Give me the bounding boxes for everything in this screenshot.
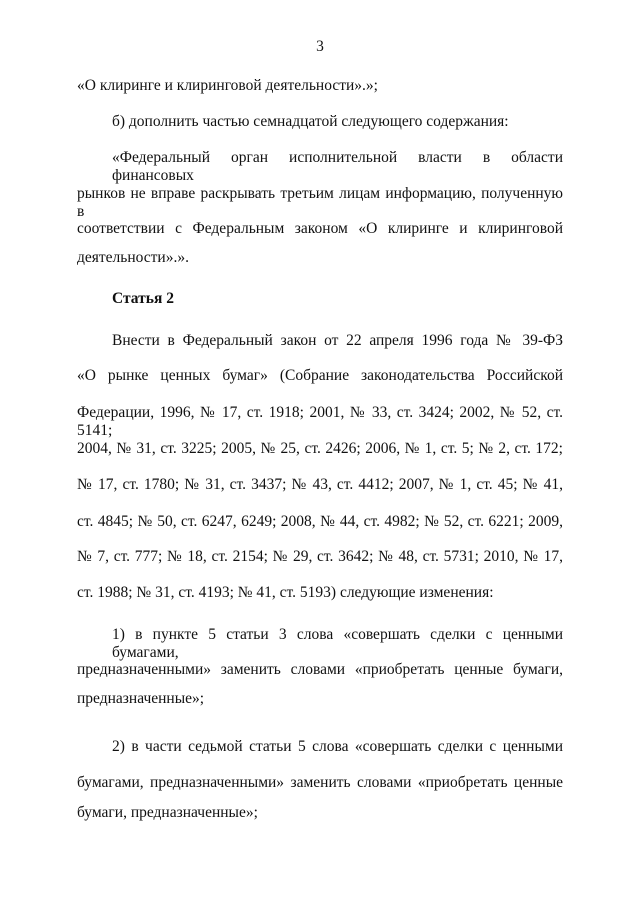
text-line: предназначенными» заменить словами «приобретать ценные бумаги,	[77, 661, 563, 678]
text-line: бумаги, предназначенные»;	[77, 804, 258, 821]
text-line: «О клиринге и клиринговой деятельности».»;	[77, 77, 378, 94]
text-line: предназначенные»;	[77, 690, 205, 707]
text-line: Внести в Федеральный закон от 22 апреля 1996 года № 39-ФЗ	[112, 332, 563, 349]
text-line: соответствии с Федеральным законом «О клиринге и клиринговой	[77, 220, 563, 237]
text-line: «Федеральный орган исполнительной власти в области финансовых	[112, 149, 563, 184]
text-line: 1) в пункте 5 статьи 3 слова «совершать сделки с ценными бумагами,	[112, 626, 563, 661]
text-line: № 17, ст. 1780; № 31, ст. 3437; № 43, ст. 4412; 2007, № 1, ст. 45; № 41,	[77, 476, 563, 493]
text-line: ст. 1988; № 31, ст. 4193; № 41, ст. 5193) следующие изменения:	[77, 584, 494, 601]
text-line: рынков не вправе раскрывать третьим лицам информацию, полученную в	[77, 185, 563, 220]
text-line: бумагами, предназначенными» заменить словами «приобретать ценные	[77, 774, 563, 791]
text-line: Федерации, 1996, № 17, ст. 1918; 2001, № 33, ст. 3424; 2002, № 52, ст. 5141;	[77, 404, 563, 439]
text-line: б) дополнить частью семнадцатой следующего содержания:	[112, 113, 509, 130]
text-line: 2004, № 31, ст. 3225; 2005, № 25, ст. 2426; 2006, № 1, ст. 5; № 2, ст. 172;	[77, 440, 563, 457]
article-heading: Статья 2	[112, 290, 174, 307]
text-line: 2) в части седьмой статьи 5 слова «совершать сделки с ценными	[112, 738, 563, 755]
text-line: деятельности».».	[77, 249, 189, 266]
page-number: 3	[316, 38, 324, 55]
text-line: № 7, ст. 777; № 18, ст. 2154; № 29, ст. 3642; № 48, ст. 5731; 2010, № 17,	[77, 548, 563, 565]
text-line: «О рынке ценных бумаг» (Собрание законодательства Российской	[77, 367, 563, 384]
text-line: ст. 4845; № 50, ст. 6247, 6249; 2008, № 44, ст. 4982; № 52, ст. 6221; 2009,	[77, 513, 563, 530]
